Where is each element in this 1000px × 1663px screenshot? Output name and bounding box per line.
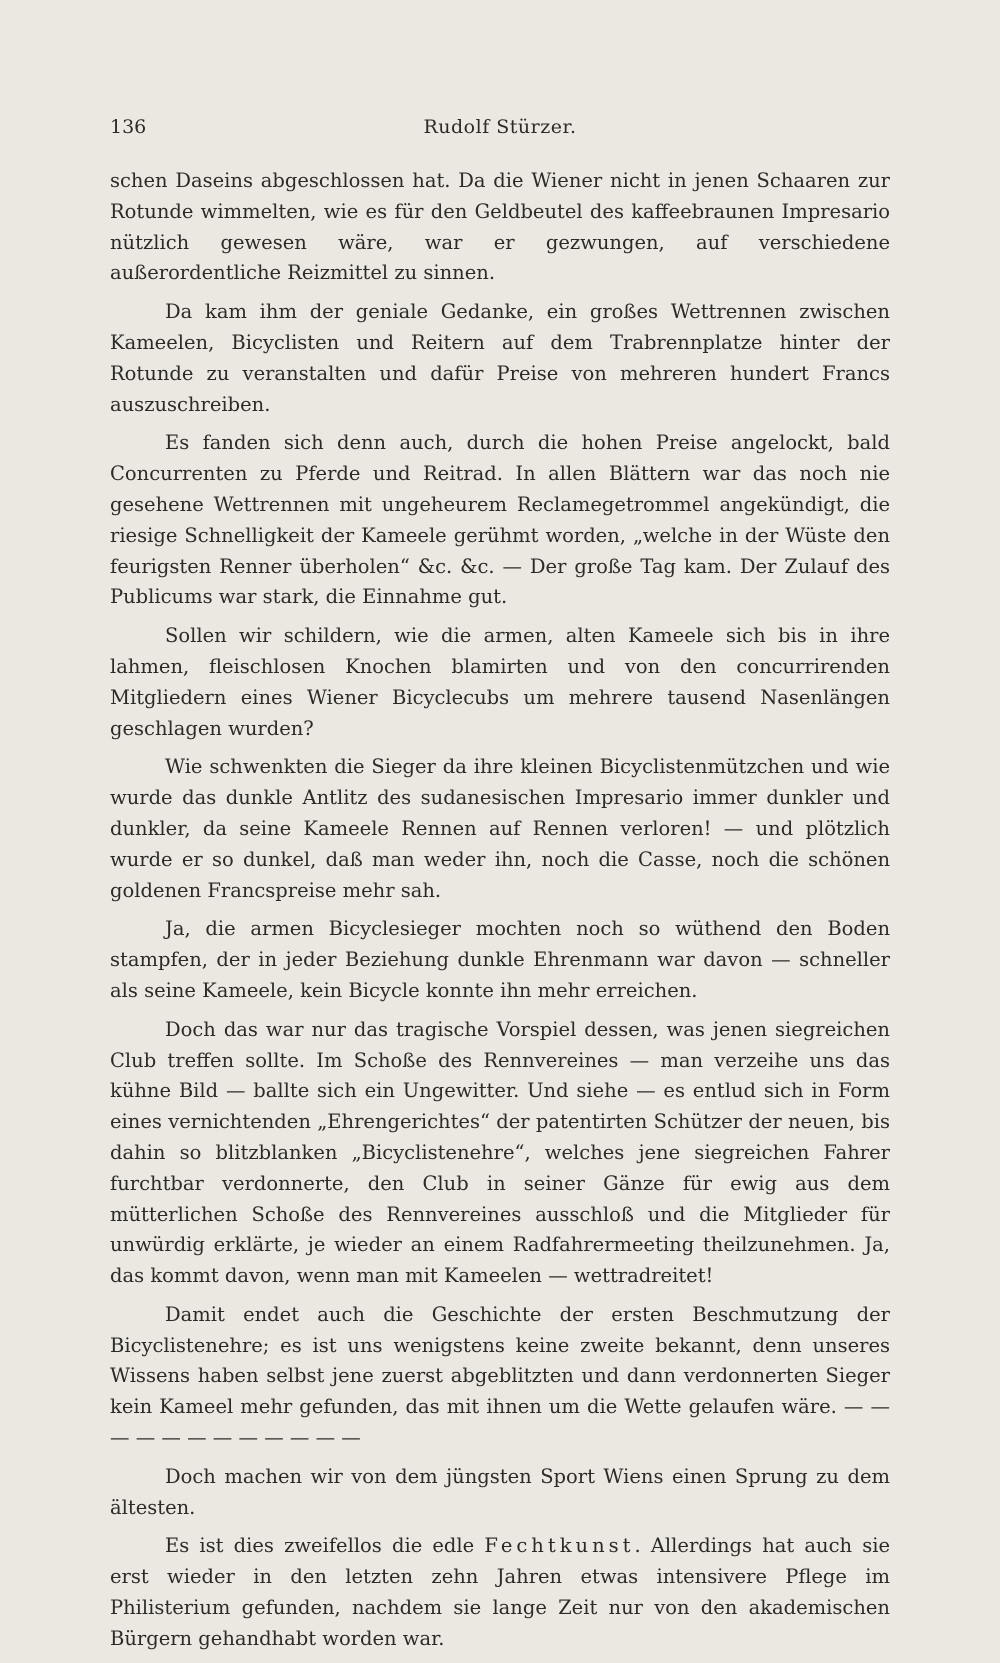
paragraph-10-end: . Allerdings hat auch sie erst wieder in den letzten zehn Jahren etwas intensivere Pflege im Philisterium gefunden, nachdem sie lange Zeit nur von den akademischen Bürgern gehandhabt worden war. xyxy=(110,1534,890,1650)
paragraph-3: Es fanden sich denn auch, durch die hohen Preise angelockt, bald Concurrenten zu Pferde und Reitrad. In allen Blättern war das noch nie gesehene Wettrennen mit ungeheurem Reclamegetrommel angekündigt, die riesige Schnelligkeit der Kameele gerühmt worden, „welche in der Wüste den feurigsten Renner überholen“ &c. &c. — Der große Tag kam. Der Zulauf des Publicums war stark, die Einnahme gut. xyxy=(110,431,890,609)
paragraph-2: Da kam ihm der geniale Gedanke, ein großes Wettrennen zwischen Kameelen, Bicyclisten und Reitern auf dem Trabrennplatze hinter der Rotunde zu veranstalten und dafür Preise von mehreren hundert Francs auszuschreiben. xyxy=(110,300,890,416)
paragraph-1: schen Daseins abgeschlossen hat. Da die Wiener nicht in jenen Schaaren zur Rotunde wimmelten, wie es für den Geldbeutel des kaffeebraunen Impresario nützlich gewesen wäre, war er gezwungen, auf verschiedene außerordentliche Reizmittel zu sinnen. xyxy=(110,169,890,285)
paragraph-10-start: Es ist dies zweifellos die edle xyxy=(165,1534,485,1558)
paragraph-5: Wie schwenkten die Sieger da ihre kleinen Bicyclistenmützchen und wie wurde das dunkle Antlitz des sudanesischen Impresario immer dunkler und dunkler, da seine Kameele Rennen auf Rennen verloren! — und plötzlich wurde er so dunkel, daß man weder ihn, noch die Casse, noch die schönen goldenen Francspreise mehr sah. xyxy=(110,755,890,902)
running-title: Rudolf Stürzer. xyxy=(423,116,577,138)
paragraph-7: Doch das war nur das tragische Vorspiel dessen, was jenen siegreichen Club treffen sollte. Im Schoße des Rennvereines — man verzeihe uns das kühne Bild — ballte sich ein Ungewitter. Und siehe — es entlud sich in Form eines vernichtenden „Ehrengerichtes“ der patentirten Schützer der neuen, bis dahin so blitzblanken „Bicyclistenehre“, welches jene siegreichen Fahrer furchtbar verdonnerte, den Club in seiner Gänze für ewig aus dem mütterlichen Schoße des Rennvereines ausschloß und die Mitglieder für unwürdig erklärte, je wieder an einem Radfahrermeeting theilzunehmen. Ja, das kommt davon, wenn man mit Kameelen — wettradreitet! xyxy=(110,1017,890,1288)
paragraph-9: Doch machen wir von dem jüngsten Sport Wiens einen Sprung zu dem ältesten. xyxy=(110,1464,890,1519)
paragraph-6: Ja, die armen Bicyclesieger mochten noch so wüthend den Boden stampfen, der in jeder Beziehung dunkle Ehrenmann war davon — schneller als seine Kameele, kein Bicycle konnte ihn mehr erreichen. xyxy=(110,917,890,1002)
emphasized-word: Fechtkunst xyxy=(484,1534,635,1558)
paragraph-10 xyxy=(110,1531,890,1654)
body-text xyxy=(110,166,890,1663)
paragraph-4: Sollen wir schildern, wie die armen, alten Kameele sich bis in ihre lahmen, fleischlosen Knochen blamirten und von den concurrirenden Mitgliedern eines Wiener Bicyclecubs um mehrere tausend Nasenlängen geschlagen wurden? xyxy=(110,624,890,740)
paragraph-8: Damit endet auch die Geschichte der ersten Beschmutzung der Bicyclistenehre; es ist uns wenigstens keine zweite bekannt, denn unseres Wissens haben selbst jene zuerst abgeblitzten und dann verdonnerten Sieger kein Kameel mehr gefunden, das mit ihnen um die Wette gelaufen wäre. — — — — — — — — — — — — xyxy=(110,1302,890,1450)
page-number: 136 xyxy=(110,116,147,138)
page-header xyxy=(110,116,890,146)
